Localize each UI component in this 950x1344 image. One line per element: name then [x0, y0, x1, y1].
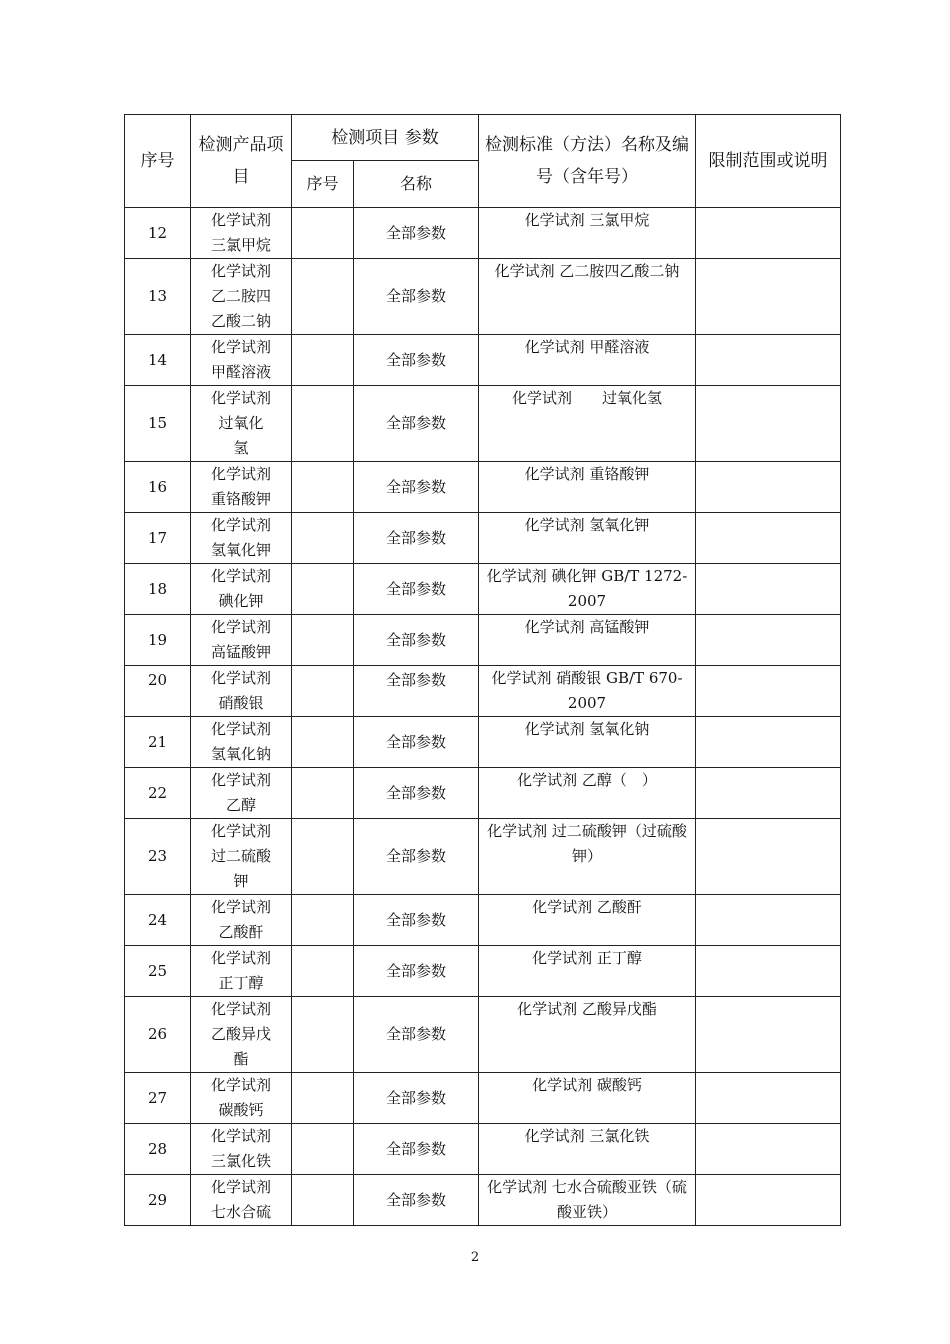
row-standard: 化学试剂 氢氧化钠: [479, 717, 696, 768]
row-param-name: 全部参数: [354, 1073, 479, 1124]
row-standard: 化学试剂 碘化钾 GB/T 1272-2007: [479, 564, 696, 615]
product-line: 化学试剂: [210, 567, 271, 585]
header-product: 检测产品项目: [191, 115, 292, 208]
header-project-params: 检测项目 参数: [292, 115, 479, 161]
row-limit: [696, 1073, 841, 1124]
row-product: [191, 895, 292, 946]
row-limit: [696, 462, 841, 513]
row-standard: 化学试剂 乙酸酐: [479, 895, 696, 946]
product-line: 化学试剂: [210, 1000, 271, 1018]
row-param-name: 全部参数: [354, 768, 479, 819]
row-limit: [696, 819, 841, 895]
row-limit: [696, 666, 841, 717]
product-line: 碳酸钙: [218, 1101, 264, 1119]
row-sub-seq: [292, 208, 354, 259]
row-product: [191, 1124, 292, 1175]
row-param-name: 全部参数: [354, 717, 479, 768]
product-line: 七水合硫: [210, 1203, 271, 1221]
row-product: [191, 513, 292, 564]
table-row: [125, 717, 841, 768]
row-seq: 22: [125, 768, 191, 819]
row-sub-seq: [292, 895, 354, 946]
row-standard: 化学试剂 重铬酸钾: [479, 462, 696, 513]
table-row: [125, 666, 841, 717]
row-param-name: 全部参数: [354, 1175, 479, 1226]
row-standard: 化学试剂 氢氧化钾: [479, 513, 696, 564]
product-line: 乙二胺四: [210, 287, 271, 305]
product-line: 化学试剂: [210, 465, 271, 483]
row-limit: [696, 335, 841, 386]
product-line: 酯: [233, 1050, 249, 1068]
row-product: [191, 819, 292, 895]
product-line: 乙醇: [225, 796, 256, 814]
product-line: 过二硫酸: [210, 847, 271, 865]
table-row: [125, 208, 841, 259]
table-row: [125, 768, 841, 819]
header-sub-seq: 序号: [292, 161, 354, 208]
table-row: [125, 513, 841, 564]
row-limit: [696, 717, 841, 768]
row-product: [191, 615, 292, 666]
product-line: 甲醛溶液: [210, 363, 271, 381]
row-standard: 化学试剂 乙醇（ ）: [479, 768, 696, 819]
row-seq: 28: [125, 1124, 191, 1175]
row-sub-seq: [292, 717, 354, 768]
table-row: [125, 335, 841, 386]
row-standard: 化学试剂 乙酸异戊酯: [479, 997, 696, 1073]
table-row: [125, 259, 841, 335]
product-line: 乙酸二钠: [210, 312, 271, 330]
row-product: [191, 717, 292, 768]
row-limit: [696, 946, 841, 997]
product-line: 化学试剂: [210, 262, 271, 280]
table-row: [125, 564, 841, 615]
table-row: [125, 1124, 841, 1175]
row-standard: 化学试剂 硝酸银 GB/T 670-2007: [479, 666, 696, 717]
row-limit: [696, 259, 841, 335]
row-product: [191, 1175, 292, 1226]
row-seq: 25: [125, 946, 191, 997]
row-seq: 29: [125, 1175, 191, 1226]
row-seq: 23: [125, 819, 191, 895]
row-seq: 18: [125, 564, 191, 615]
table-row: [125, 895, 841, 946]
product-line: 乙酸酐: [218, 923, 264, 941]
table-row: [125, 615, 841, 666]
row-seq: 16: [125, 462, 191, 513]
row-sub-seq: [292, 335, 354, 386]
row-seq: 12: [125, 208, 191, 259]
product-line: 高锰酸钾: [210, 643, 271, 661]
row-standard: 化学试剂 乙二胺四乙酸二钠: [479, 259, 696, 335]
row-param-name: 全部参数: [354, 946, 479, 997]
row-limit: [696, 895, 841, 946]
row-limit: [696, 615, 841, 666]
row-standard: 化学试剂 七水合硫酸亚铁（硫酸亚铁）: [479, 1175, 696, 1226]
row-sub-seq: [292, 1175, 354, 1226]
product-line: 化学试剂: [210, 949, 271, 967]
row-limit: [696, 386, 841, 462]
row-limit: [696, 513, 841, 564]
row-sub-seq: [292, 768, 354, 819]
row-param-name: 全部参数: [354, 666, 479, 717]
header-seq: 序号: [125, 115, 191, 208]
row-param-name: 全部参数: [354, 513, 479, 564]
row-product: [191, 564, 292, 615]
row-param-name: 全部参数: [354, 1124, 479, 1175]
row-seq: 17: [125, 513, 191, 564]
row-limit: [696, 768, 841, 819]
product-line: 化学试剂: [210, 618, 271, 636]
product-line: 三氯甲烷: [210, 236, 271, 254]
product-line: 化学试剂: [210, 771, 271, 789]
row-standard: 化学试剂 碳酸钙: [479, 1073, 696, 1124]
row-limit: [696, 1175, 841, 1226]
header-sub-name: 名称: [354, 161, 479, 208]
product-line: 化学试剂: [210, 338, 271, 356]
product-line: 钾: [233, 872, 249, 890]
row-param-name: 全部参数: [354, 819, 479, 895]
row-sub-seq: [292, 946, 354, 997]
product-line: 化学试剂: [210, 1127, 271, 1145]
row-sub-seq: [292, 462, 354, 513]
row-sub-seq: [292, 386, 354, 462]
row-seq: 21: [125, 717, 191, 768]
product-line: 氢: [233, 439, 249, 457]
row-seq: 13: [125, 259, 191, 335]
row-param-name: 全部参数: [354, 895, 479, 946]
product-line: 化学试剂: [210, 720, 271, 738]
table-header: [125, 115, 841, 208]
row-standard: 化学试剂 正丁醇: [479, 946, 696, 997]
product-line: 化学试剂: [210, 898, 271, 916]
row-product: [191, 462, 292, 513]
table-row: [125, 946, 841, 997]
row-param-name: 全部参数: [354, 259, 479, 335]
row-param-name: 全部参数: [354, 335, 479, 386]
row-product: [191, 997, 292, 1073]
table-body: [125, 208, 841, 1226]
product-line: 氢氧化钠: [210, 745, 271, 763]
row-seq: 20: [125, 666, 191, 717]
table-row: [125, 997, 841, 1073]
row-limit: [696, 564, 841, 615]
row-product: [191, 1073, 292, 1124]
row-limit: [696, 208, 841, 259]
row-param-name: 全部参数: [354, 615, 479, 666]
row-standard: 化学试剂 高锰酸钾: [479, 615, 696, 666]
product-line: 化学试剂: [210, 1178, 271, 1196]
product-line: 碘化钾: [218, 592, 264, 610]
row-sub-seq: [292, 615, 354, 666]
row-param-name: 全部参数: [354, 564, 479, 615]
row-product: [191, 386, 292, 462]
row-sub-seq: [292, 666, 354, 717]
row-seq: 26: [125, 997, 191, 1073]
product-line: 硝酸银: [218, 694, 264, 712]
row-product: [191, 666, 292, 717]
row-standard: 化学试剂 三氯甲烷: [479, 208, 696, 259]
row-sub-seq: [292, 513, 354, 564]
row-limit: [696, 997, 841, 1073]
row-limit: [696, 1124, 841, 1175]
row-param-name: 全部参数: [354, 997, 479, 1073]
row-seq: 15: [125, 386, 191, 462]
row-standard: 化学试剂 三氯化铁: [479, 1124, 696, 1175]
row-param-name: 全部参数: [354, 386, 479, 462]
product-line: 化学试剂: [210, 1076, 271, 1094]
row-product: [191, 208, 292, 259]
product-line: 化学试剂: [210, 516, 271, 534]
page-number: 2: [470, 1250, 480, 1265]
table-row: [125, 462, 841, 513]
table-row: [125, 386, 841, 462]
product-line: 过氧化: [218, 414, 264, 432]
row-standard: 化学试剂 过氧化氢: [479, 386, 696, 462]
row-sub-seq: [292, 997, 354, 1073]
row-seq: 24: [125, 895, 191, 946]
row-product: [191, 946, 292, 997]
row-seq: 27: [125, 1073, 191, 1124]
product-line: 重铬酸钾: [210, 490, 271, 508]
row-seq: 19: [125, 615, 191, 666]
row-standard: 化学试剂 甲醛溶液: [479, 335, 696, 386]
row-product: [191, 335, 292, 386]
row-param-name: 全部参数: [354, 462, 479, 513]
row-sub-seq: [292, 564, 354, 615]
row-sub-seq: [292, 259, 354, 335]
product-line: 化学试剂: [210, 389, 271, 407]
product-line: 氢氧化钾: [210, 541, 271, 559]
row-param-name: 全部参数: [354, 208, 479, 259]
row-seq: 14: [125, 335, 191, 386]
product-line: 化学试剂: [210, 669, 271, 687]
row-standard: 化学试剂 过二硫酸钾（过硫酸钾）: [479, 819, 696, 895]
product-line: 化学试剂: [210, 822, 271, 840]
row-sub-seq: [292, 1073, 354, 1124]
table-row: [125, 1175, 841, 1226]
header-standard: 检测标准（方法）名称及编号（含年号）: [479, 115, 696, 208]
product-line: 化学试剂: [210, 211, 271, 229]
row-product: [191, 259, 292, 335]
product-line: 正丁醇: [218, 974, 264, 992]
table-row: [125, 819, 841, 895]
product-line: 三氯化铁: [210, 1152, 271, 1170]
header-limit: 限制范围或说明: [696, 115, 841, 208]
table-row: [125, 1073, 841, 1124]
row-product: [191, 768, 292, 819]
standards-table: [124, 114, 841, 1226]
row-sub-seq: [292, 819, 354, 895]
row-sub-seq: [292, 1124, 354, 1175]
product-line: 乙酸异戊: [210, 1025, 271, 1043]
